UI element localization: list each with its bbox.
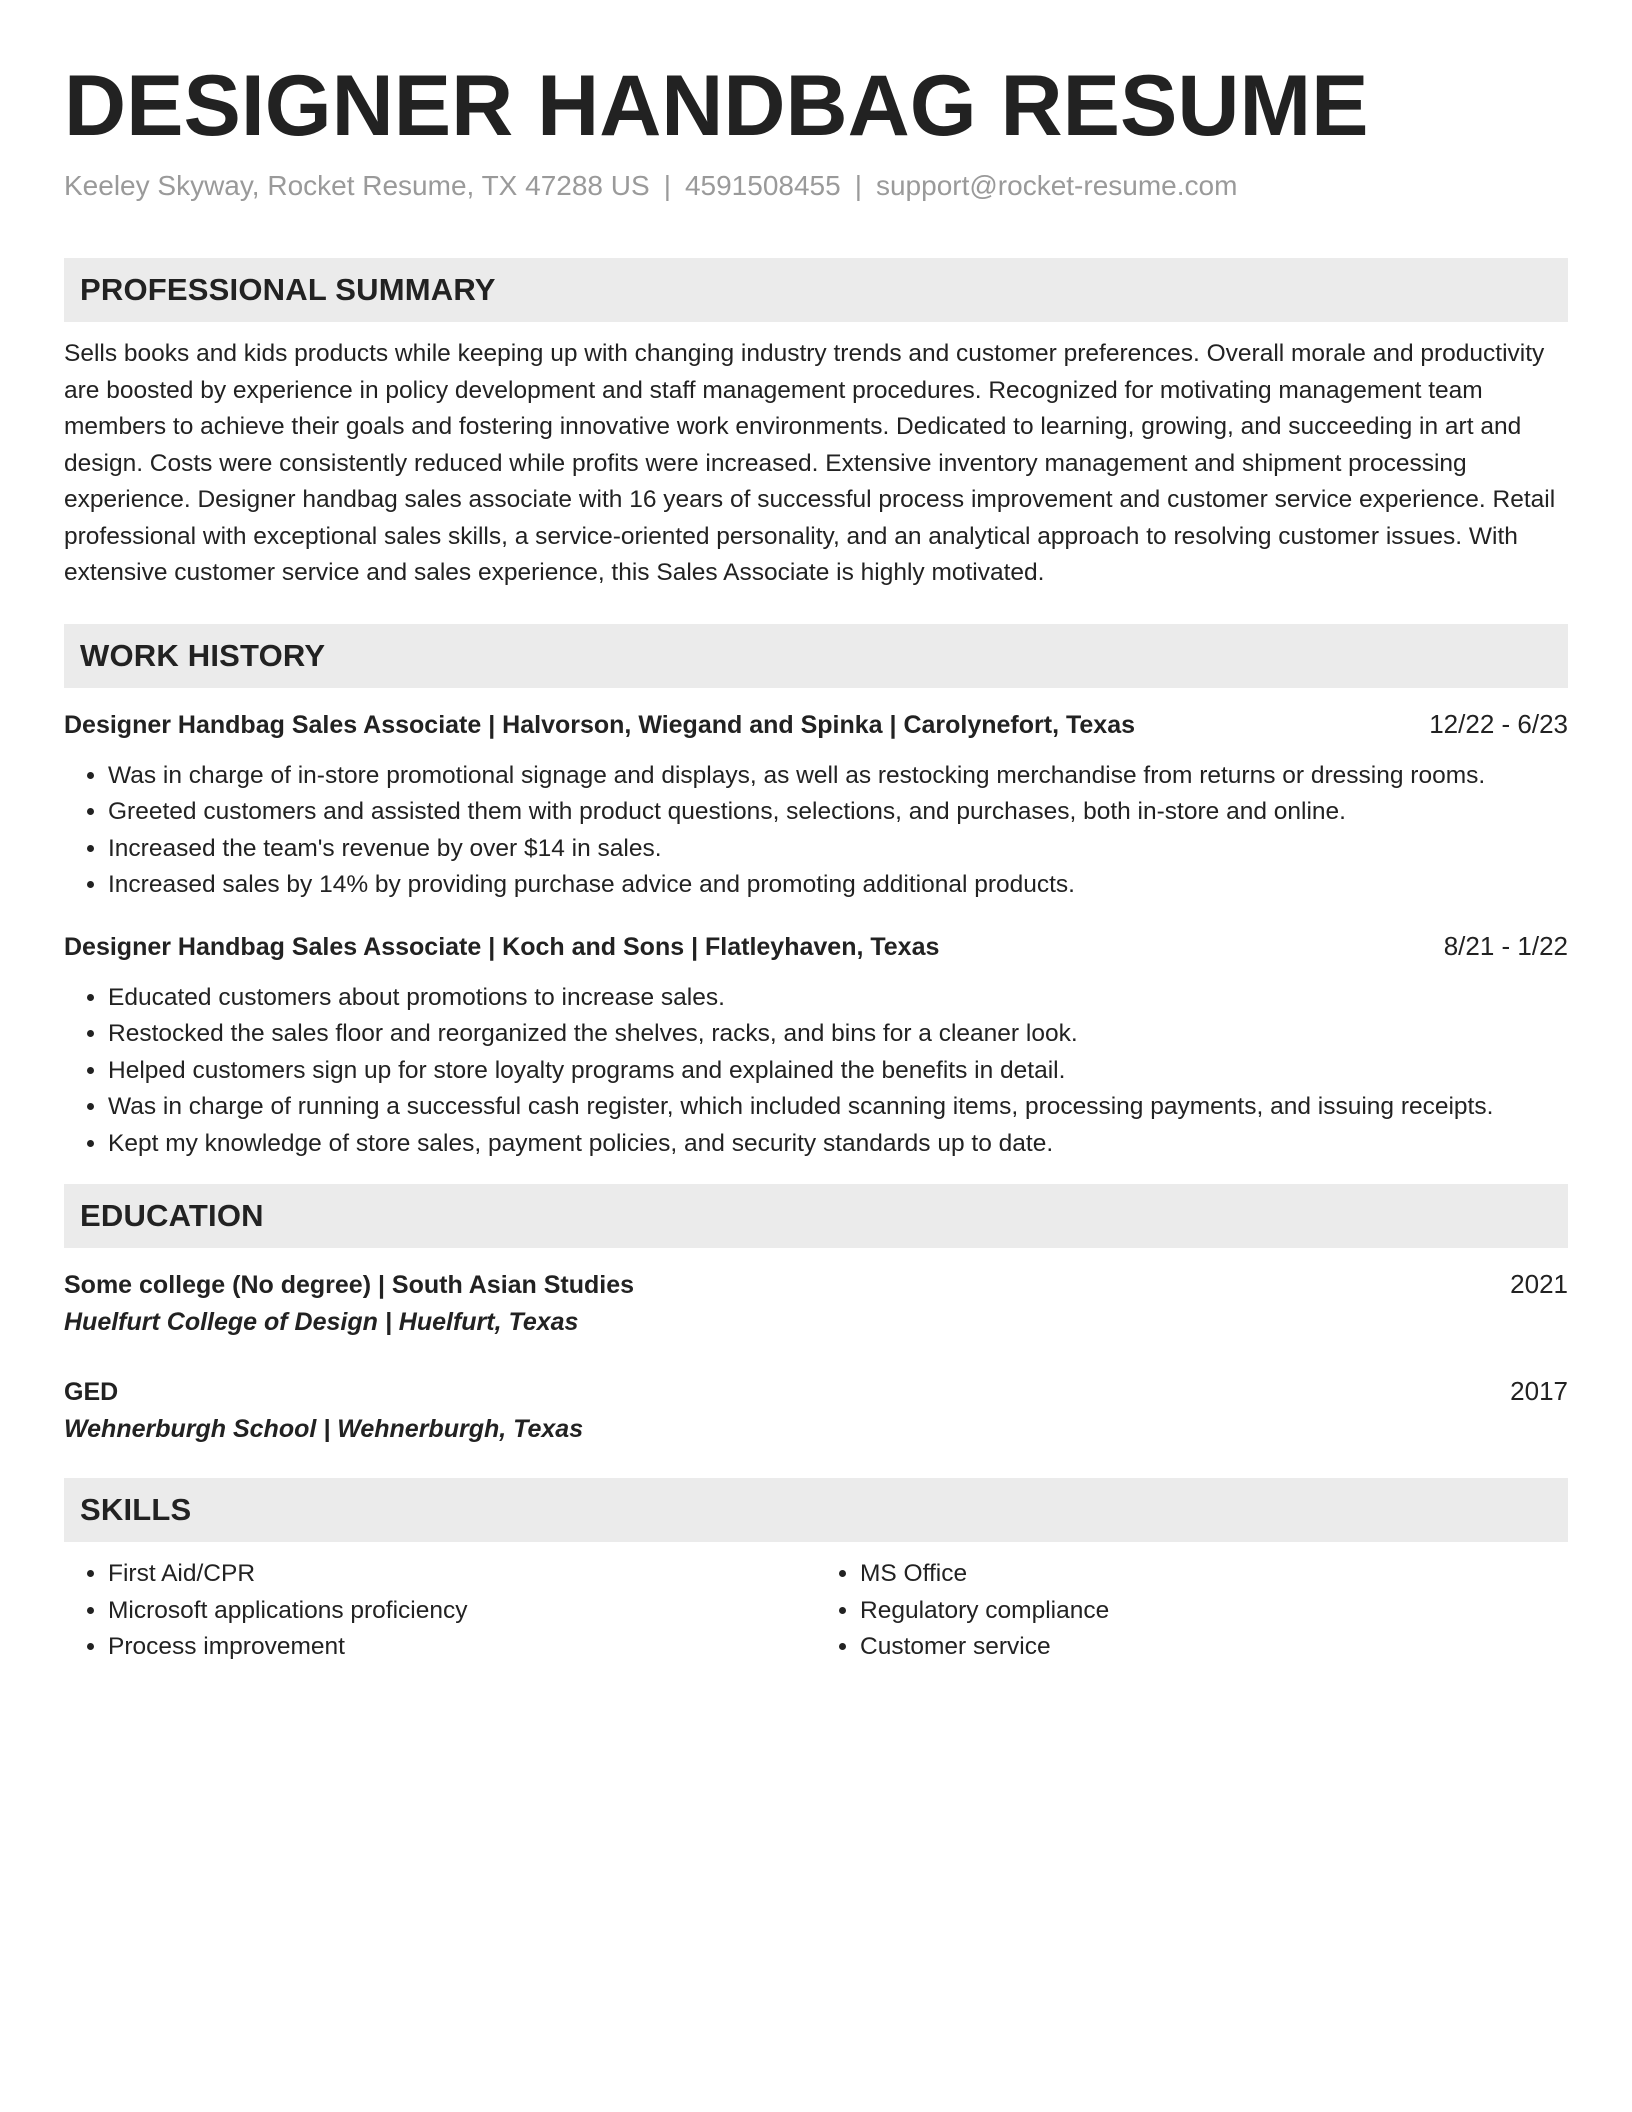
list-item: • Restocked the sales floor and reorganized the shelves, racks, and bins for a cleaner look. xyxy=(108,1016,1568,1053)
section-title: PROFESSIONAL SUMMARY xyxy=(80,272,496,307)
list-item: • Increased sales by 14% by providing purchase advice and promoting additional products. xyxy=(108,867,1568,904)
skill-item: • Customer service xyxy=(860,1629,1568,1666)
skill-item: • Process improvement xyxy=(108,1629,816,1666)
list-item: • Was in charge of in-store promotional signage and displays, as well as restocking merchandise from returns or dressing rooms. xyxy=(108,758,1568,795)
list-item: • Kept my knowledge of store sales, payment policies, and security standards up to date. xyxy=(108,1126,1568,1163)
list-item: • Greeted customers and assisted them with product questions, selections, and purchases, both in-store and online. xyxy=(108,794,1568,831)
skill-item: • MS Office xyxy=(860,1556,1568,1593)
education-header xyxy=(64,1373,1568,1410)
section-title: SKILLS xyxy=(80,1492,192,1527)
job-dates: 8/21 - 1/22 xyxy=(1443,930,1568,961)
skills-column xyxy=(64,1556,816,1666)
summary-text: Sells books and kids products while keeping up with changing industry trends and customer preferences. Overall morale and productivity are boosted by experience in policy development and staff management procedures. Recognized for motivating management team members to achieve their goals and fostering innovative work environments. Dedicated to learning, growing, and succeeding in art and design. Costs were consistently reduced while profits were increased. Extensive inventory management and shipment processing experience. Designer handbag sales associate with 16 years of successful process improvement and customer service experience. Retail professional with exceptional sales skills, a service-oriented personality, and an analytical approach to resolving customer issues. With extensive customer service and sales experience, this Sales Associate is highly motivated. xyxy=(64,340,1556,586)
list-item: • Educated customers about promotions to increase sales. xyxy=(108,980,1568,1017)
job-header xyxy=(64,706,1568,743)
education-degree: Some college (No degree) | South Asian Studies xyxy=(64,1271,635,1299)
skill-item: • Regulatory compliance xyxy=(860,1593,1568,1630)
education-school: Huelfurt College of Design | Huelfurt, Texas xyxy=(64,1308,579,1336)
contact-separator: | xyxy=(854,170,862,201)
list-item: • Increased the team's revenue by over $14 in sales. xyxy=(108,831,1568,868)
education-entry xyxy=(64,1266,1568,1341)
education-school: Wehnerburgh School | Wehnerburgh, Texas xyxy=(64,1415,584,1443)
job-title: Designer Handbag Sales Associate | Halvorson, Wiegand and Spinka | Carolynefort, Texas xyxy=(64,710,1136,739)
contact-phone: 4591508455 xyxy=(684,170,841,201)
job-entry xyxy=(64,706,1568,904)
resume-title: DESIGNER HANDBAG RESUME xyxy=(64,58,1369,154)
section-header-skills xyxy=(64,1478,1568,1542)
section-title: WORK HISTORY xyxy=(80,637,326,673)
education-degree: GED xyxy=(64,1378,119,1406)
section-title: EDUCATION xyxy=(80,1198,264,1233)
education-year: 2017 xyxy=(1510,1376,1568,1406)
education-header xyxy=(64,1266,1568,1303)
job-dates: 12/22 - 6/23 xyxy=(1429,708,1568,739)
section-header-summary xyxy=(64,258,1568,322)
skill-item: • Microsoft applications proficiency xyxy=(108,1593,816,1630)
list-item: • Helped customers sign up for store loyalty programs and explained the benefits in detail. xyxy=(108,1053,1568,1090)
education-year: 2021 xyxy=(1510,1269,1568,1299)
contact-separator: | xyxy=(663,170,671,201)
job-header xyxy=(64,928,1568,965)
contact-address: Keeley Skyway, Rocket Resume, TX 47288 US xyxy=(64,170,650,201)
section-header-work-history xyxy=(64,624,1568,688)
contact-email: support@rocket-resume.com xyxy=(875,170,1238,201)
education-entry xyxy=(64,1373,1568,1448)
job-title: Designer Handbag Sales Associate | Koch and Sons | Flatleyhaven, Texas xyxy=(64,932,940,961)
list-item: • Was in charge of running a successful cash register, which included scanning items, processing payments, and issuing receipts. xyxy=(108,1089,1568,1126)
job-entry xyxy=(64,928,1568,1163)
skills-list xyxy=(64,1556,1568,1666)
section-header-education xyxy=(64,1184,1568,1248)
job-bullets xyxy=(64,980,1568,1163)
contact-line xyxy=(64,166,1568,206)
skill-item: • First Aid/CPR xyxy=(108,1556,816,1593)
job-bullets xyxy=(64,758,1568,904)
skills-column xyxy=(816,1556,1568,1666)
